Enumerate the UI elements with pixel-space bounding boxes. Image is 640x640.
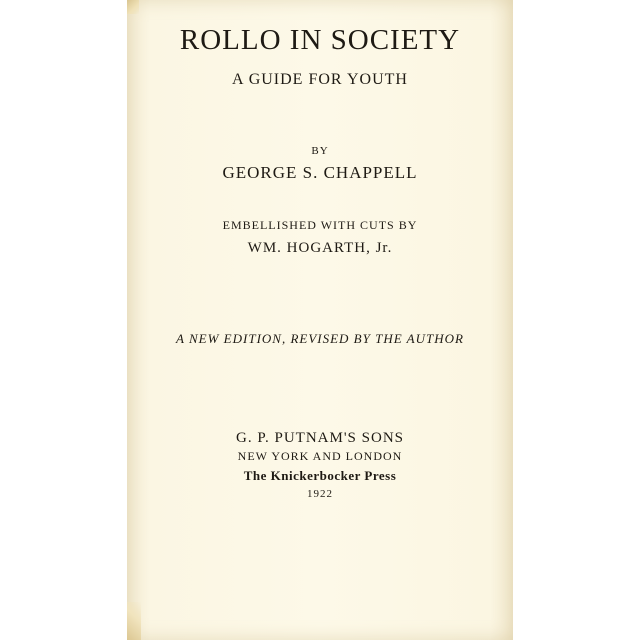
publication-place: NEW YORK AND LONDON bbox=[237, 449, 403, 463]
illustration-credit: EMBELLISHED WITH CUTS BY bbox=[222, 218, 418, 232]
edition-note: A NEW EDITION, REVISED BY THE AUTHOR bbox=[176, 331, 464, 346]
publication-year: 1922 bbox=[307, 488, 333, 500]
page-corner-wear bbox=[127, 602, 141, 640]
book-subtitle: A GUIDE FOR YOUTH bbox=[232, 71, 408, 88]
publisher-name: G. P. PUTNAM'S SONS bbox=[236, 430, 404, 446]
illustrator-name: WM. HOGARTH, Jr. bbox=[247, 240, 393, 256]
book-title: ROLLO IN SOCIETY bbox=[179, 24, 461, 56]
page-corner-wear bbox=[127, 0, 139, 14]
press-name: The Knickerbocker Press bbox=[243, 468, 397, 483]
book-title-page bbox=[127, 0, 513, 640]
by-line: BY bbox=[311, 145, 329, 157]
author-name: GEORGE S. CHAPPELL bbox=[222, 163, 418, 182]
